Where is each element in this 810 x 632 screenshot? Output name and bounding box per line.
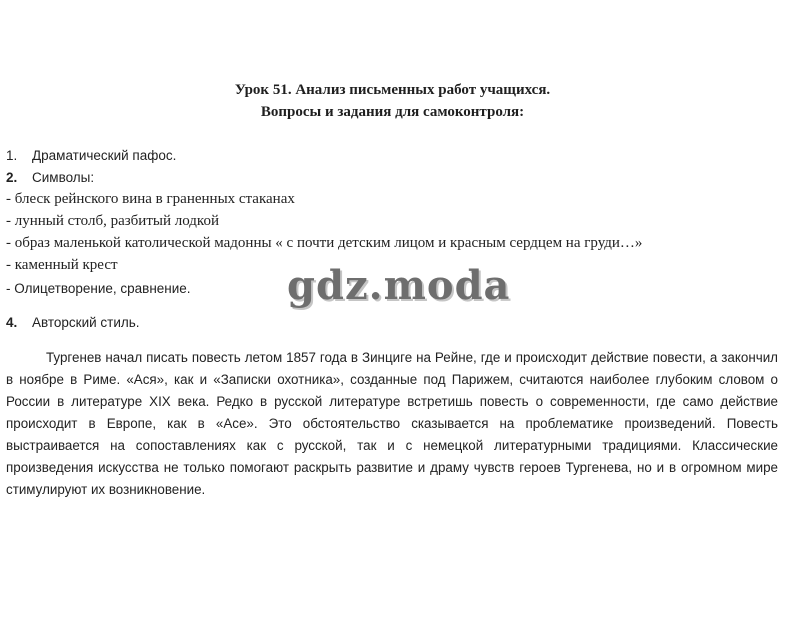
symbol-item: - лунный столб, разбитый лодкой (6, 213, 219, 229)
list-item-number: 2. (6, 170, 18, 185)
list-item-text: Авторский стиль. (32, 315, 140, 330)
watermark: gdz.moda (287, 262, 511, 309)
list-item-4 (6, 315, 140, 330)
symbol-item: - блеск рейнского вина в граненных стаканах (6, 191, 295, 207)
list-item-number: 1. (6, 148, 18, 163)
symbol-item: - образ маленькой католической мадонны « с почти детским лицом и красным сердцем на груди…» (6, 235, 643, 251)
list-item-2 (6, 170, 94, 185)
list-item-1 (6, 148, 176, 163)
symbol-item: - каменный крест (6, 257, 118, 273)
section-subtitle: Вопросы и задания для самоконтроля: (260, 104, 525, 120)
list-item-text: Символы: (32, 170, 95, 185)
body-paragraph: Тургенев начал писать повесть летом 1857 года в Зинциге на Рейне, где и происходит действие повести, а закончил в ноябре в Риме. «Ася», как и «Записки охотника», созданные под Парижем, считаются наиболее глубоким словом о России в литературе XIX века. Редко в русской литературе встретишь повесть о современности, где само действие происходит в Европе, как в «Асе». Это обстоятельство сказывается на проблематике произведений. Повесть выстраивается на сопоставлениях как с русской, так и с немецкой литературными традициями. Классические произведения искусства не только помогают раскрыть развитие и драму чувств героев Тургенева, но и в огромном мире стимулируют их возникновение. (6, 350, 778, 497)
list-item-number: 4. (6, 315, 18, 330)
list-item-text: Драматический пафос. (32, 148, 177, 163)
symbol-item: - Олицетворение, сравнение. (6, 281, 191, 296)
lesson-title: Урок 51. Анализ письменных работ учащихся. (234, 82, 551, 98)
